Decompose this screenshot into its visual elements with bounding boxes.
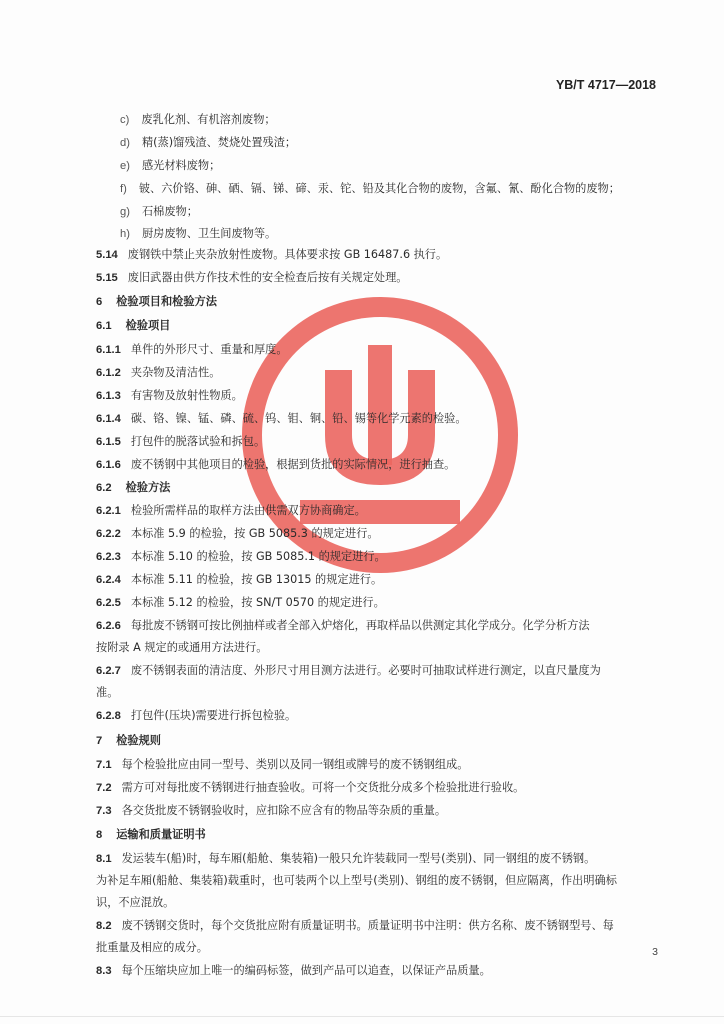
doc-line-6-2-8 xyxy=(96,708,296,724)
document-id-header: YB/T 4717—2018 xyxy=(555,78,656,92)
clause-number: 6.1.2 xyxy=(96,367,121,379)
clause-number: 7.2 xyxy=(96,782,112,794)
clause-text: 各交货批废不锈钢验收时，应扣除不应含有的物品等杂质的重量。 xyxy=(121,804,447,817)
doc-line-8-2 xyxy=(96,918,614,934)
doc-line-s6-2 xyxy=(96,480,170,496)
clause-text: 感光材料废物； xyxy=(141,159,221,172)
doc-line-e xyxy=(120,158,220,174)
clause-number: 6.1.6 xyxy=(96,459,121,471)
doc-line-6-2-6 xyxy=(96,618,590,634)
doc-line-6-2-2 xyxy=(96,526,379,542)
clause-number: 5.15 xyxy=(96,272,118,284)
doc-line-6-1-2 xyxy=(96,365,220,381)
clause-number: 6.1.1 xyxy=(96,344,121,356)
doc-line-6-1-3 xyxy=(96,388,243,404)
clause-text: 检验项目 xyxy=(125,319,171,332)
clause-text: 检验项目和检验方法 xyxy=(116,295,217,308)
doc-line-5-15 xyxy=(96,270,407,286)
clause-text: 精(蒸)馏残渣、焚烧处置残渣； xyxy=(141,136,297,149)
doc-line-6-1-1 xyxy=(96,342,288,358)
doc-line-8-3 xyxy=(96,963,491,979)
clause-text: 检验方法 xyxy=(125,481,171,494)
clause-text: 有害物及放射性物质。 xyxy=(130,389,243,402)
clause-number: 8.1 xyxy=(96,853,112,865)
doc-line-8-1 xyxy=(96,851,595,867)
page-number: 3 xyxy=(652,946,658,958)
clause-text: 本标准 5.12 的检验，按 SN/T 0570 的规定进行。 xyxy=(130,596,385,609)
clause-number: 6.1.4 xyxy=(96,413,121,425)
clause-text: 为补足车厢(船舱、集装箱)载重时，也可装两个以上型号(类别)、钢组的废不锈钢，但应隔离，作出明确标 xyxy=(96,874,617,887)
clause-number: 8.3 xyxy=(96,965,112,977)
clause-text: 本标准 5.9 的检验，按 GB 5085.3 的规定进行。 xyxy=(130,527,379,540)
doc-line-8-1c xyxy=(96,895,174,911)
clause-text: 本标准 5.10 的检验，按 GB 5085.1 的规定进行。 xyxy=(130,550,386,563)
clause-text: 每批废不锈钢可按比例抽样或者全部入炉熔化，再取样品以供测定其化学成分。化学分析方法 xyxy=(130,619,590,632)
doc-line-6-2-7b xyxy=(96,685,118,701)
clause-number: 7.3 xyxy=(96,805,112,817)
clause-text: 废乳化剂、有机溶剂废物； xyxy=(141,113,276,126)
clause-number: d) xyxy=(120,137,130,149)
clause-text: 废不锈钢表面的清洁度、外形尺寸用目测方法进行。必要时可抽取试样进行测定，以直尺量度为 xyxy=(130,664,601,677)
clause-text: 废不锈钢中其他项目的检验，根据到货批的实际情况，进行抽查。 xyxy=(130,458,456,471)
clause-text: 每个压缩块应加上唯一的编码标签，做到产品可以追查，以保证产品质量。 xyxy=(121,964,491,977)
clause-number: 6.2.7 xyxy=(96,665,121,677)
doc-line-s6-1 xyxy=(96,318,170,334)
clause-number: 6.2.1 xyxy=(96,505,121,517)
clause-number: 8.2 xyxy=(96,920,112,932)
clause-number: 6.2.2 xyxy=(96,528,121,540)
doc-line-f xyxy=(120,181,620,197)
clause-text: 铍、六价铬、砷、硒、镉、锑、碲、汞、铊、铅及其化合物的废物，含氟、氰、酚化合物的废物； xyxy=(138,182,620,195)
clause-text: 夹杂物及清洁性。 xyxy=(130,366,221,379)
clause-text: 运输和质量证明书 xyxy=(116,828,206,841)
clause-text: 检验所需样品的取样方法由供需双方协商确定。 xyxy=(130,504,366,517)
footer-divider xyxy=(0,1016,724,1017)
clause-number: 6 xyxy=(96,296,103,308)
clause-text: 识，不应混放。 xyxy=(96,896,175,909)
clause-number: 6.2 xyxy=(96,482,112,494)
doc-line-s6 xyxy=(96,294,217,310)
clause-number: e) xyxy=(120,160,130,172)
clause-number: 6.1.3 xyxy=(96,390,121,402)
clause-number: 6.1.5 xyxy=(96,436,121,448)
clause-text: 每个检验批应由同一型号、类别以及同一钢组或牌号的废不锈钢组成。 xyxy=(121,758,469,771)
clause-number: 6.2.4 xyxy=(96,574,121,586)
clause-number: 6.2.5 xyxy=(96,597,121,609)
doc-line-7-3 xyxy=(96,803,446,819)
doc-line-6-2-4 xyxy=(96,572,382,588)
clause-number: 7 xyxy=(96,735,103,747)
clause-number: c) xyxy=(120,114,130,126)
clause-text: 准。 xyxy=(96,686,119,699)
clause-number: 6.2.3 xyxy=(96,551,121,563)
clause-text: 本标准 5.11 的检验，按 GB 13015 的规定进行。 xyxy=(130,573,383,586)
clause-text: 打包件(压块)需要进行拆包检验。 xyxy=(130,709,297,722)
clause-text: 检验规则 xyxy=(116,734,161,747)
clause-text: 按附录 A 规定的或通用方法进行。 xyxy=(96,641,268,654)
doc-line-5-14 xyxy=(96,247,447,263)
doc-line-6-2-1 xyxy=(96,503,366,519)
clause-number: 7.1 xyxy=(96,759,112,771)
doc-line-g xyxy=(120,204,198,220)
clause-text: 厨房废物、卫生间废物等。 xyxy=(141,227,277,240)
clause-text: 发运装车(船)时，每车厢(船舱、集装箱)一般只允许装载同一型号(类别)、同一钢组的废不锈钢。 xyxy=(121,852,596,865)
doc-line-6-2-3 xyxy=(96,549,386,565)
clause-number: 8 xyxy=(96,829,103,841)
clause-number: h) xyxy=(120,228,130,240)
doc-line-7-1 xyxy=(96,757,468,773)
doc-line-s8 xyxy=(96,827,206,843)
doc-line-6-1-4 xyxy=(96,411,467,427)
clause-number: g) xyxy=(120,206,130,218)
doc-line-s7 xyxy=(96,733,161,749)
clause-text: 废钢铁中禁止夹杂放射性废物。具体要求按 GB 16487.6 执行。 xyxy=(127,248,448,261)
clause-number: f) xyxy=(120,183,127,195)
clause-text: 废旧武器由供方作技术性的安全检查后按有关规定处理。 xyxy=(127,271,408,284)
doc-line-6-1-5 xyxy=(96,434,265,450)
doc-line-8-1b xyxy=(96,873,617,889)
clause-text: 单件的外形尺寸、重量和厚度。 xyxy=(130,343,288,356)
clause-text: 需方可对每批废不锈钢进行抽查验收。可将一个交货批分成多个检验批进行验收。 xyxy=(121,781,525,794)
doc-line-7-2 xyxy=(96,780,524,796)
clause-number: 6.2.6 xyxy=(96,620,121,632)
clause-number: 6.1 xyxy=(96,320,112,332)
clause-number: 5.14 xyxy=(96,249,118,261)
doc-line-6-2-7 xyxy=(96,663,601,679)
doc-line-h xyxy=(120,226,276,242)
doc-line-d xyxy=(120,135,296,151)
clause-text: 批重量及相应的成分。 xyxy=(96,941,208,954)
clause-text: 打包件的脱落试验和拆包。 xyxy=(130,435,266,448)
clause-text: 废不锈钢交货时，每个交货批应附有质量证明书。质量证明书中注明：供方名称、废不锈钢型号、每 xyxy=(121,919,614,932)
doc-line-6-2-5 xyxy=(96,595,385,611)
doc-line-6-1-6 xyxy=(96,457,455,473)
doc-line-8-2b xyxy=(96,940,208,956)
doc-line-c xyxy=(120,112,276,128)
doc-line-6-2-6b xyxy=(96,640,267,656)
clause-text: 碳、铬、镍、锰、磷、硫、钨、钼、铜、铅、锡等化学元素的检验。 xyxy=(130,412,467,425)
clause-text: 石棉废物； xyxy=(141,205,198,218)
clause-number: 6.2.8 xyxy=(96,710,121,722)
